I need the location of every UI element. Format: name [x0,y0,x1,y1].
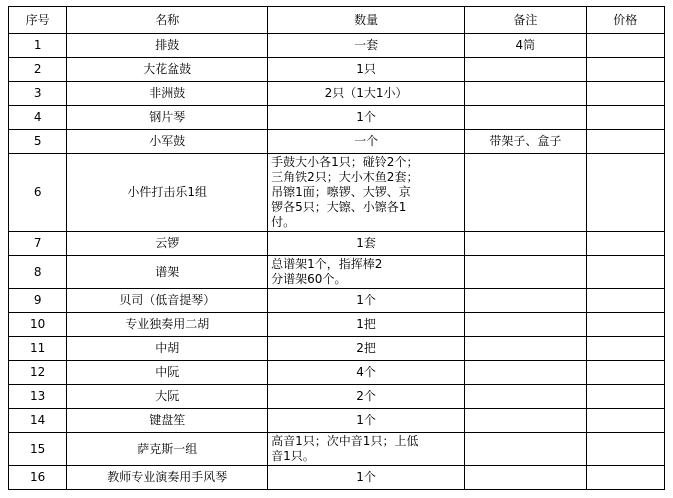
cell-qty: 1个 [268,409,465,433]
cell-qty: 1个 [268,106,465,130]
cell-name: 小军鼓 [67,130,268,154]
table-row [9,385,665,409]
table-row [9,361,665,385]
column-header-no: 序号 [9,7,67,34]
table-row [9,82,665,106]
cell-note [465,466,587,490]
table-row [9,313,665,337]
table-row [9,232,665,256]
cell-name: 小件打击乐1组 [67,154,268,232]
cell-note [465,232,587,256]
cell-qty: 2个 [268,385,465,409]
cell-note [465,58,587,82]
inventory-table [8,6,665,490]
cell-no: 13 [9,385,67,409]
table-row [9,34,665,58]
cell-qty-line: 吊镲1面；嚓锣、大锣、京 [271,185,411,199]
cell-name: 云锣 [67,232,268,256]
cell-name: 非洲鼓 [67,82,268,106]
cell-note [465,409,587,433]
cell-qty-line: 手鼓大小各1只；碰铃2个； [271,155,419,169]
cell-qty: 1只 [268,58,465,82]
cell-no: 2 [9,58,67,82]
cell-price [586,289,664,313]
cell-price [586,130,664,154]
cell-qty: 一个 [268,130,465,154]
cell-price [586,385,664,409]
cell-no: 9 [9,289,67,313]
cell-qty: 一套 [268,34,465,58]
table-header-row [9,7,665,34]
cell-no: 5 [9,130,67,154]
cell-price [586,154,664,232]
cell-name: 排鼓 [67,34,268,58]
cell-note [465,289,587,313]
cell-name: 贝司（低音提琴） [67,289,268,313]
cell-qty: 2把 [268,337,465,361]
cell-no: 10 [9,313,67,337]
cell-name: 中胡 [67,337,268,361]
cell-qty-line: 锣各5只；大镲、小镲各1 [271,200,407,214]
cell-price [586,433,664,466]
cell-no: 16 [9,466,67,490]
cell-note [465,154,587,232]
cell-name: 教师专业演奏用手风琴 [67,466,268,490]
cell-no: 1 [9,34,67,58]
cell-qty: 1个 [268,289,465,313]
cell-price [586,232,664,256]
cell-note: 4筒 [465,34,587,58]
cell-qty-line: 三角铁2只；大小木鱼2套； [271,170,419,184]
column-header-name: 名称 [67,7,268,34]
cell-qty: 1把 [268,313,465,337]
table-row [9,58,665,82]
cell-qty-line: 音1只。 [271,449,315,463]
cell-no: 14 [9,409,67,433]
cell-qty: 1套 [268,232,465,256]
cell-note [465,256,587,289]
table-row [9,466,665,490]
cell-price [586,409,664,433]
cell-name: 萨克斯一组 [67,433,268,466]
cell-note [465,337,587,361]
cell-note [465,385,587,409]
table-row [9,289,665,313]
cell-qty: 2只（1大1小） [268,82,465,106]
cell-note [465,82,587,106]
cell-qty-line: 分谱架60个。 [271,272,347,286]
column-header-price: 价格 [586,7,664,34]
cell-name: 钢片琴 [67,106,268,130]
cell-qty-line: 付。 [271,215,296,229]
cell-price [586,34,664,58]
table-row [9,106,665,130]
table-row [9,409,665,433]
cell-price [586,58,664,82]
cell-name: 专业独奏用二胡 [67,313,268,337]
cell-note [465,313,587,337]
cell-note: 带架子、盒子 [465,130,587,154]
cell-price [586,313,664,337]
cell-name: 键盘笙 [67,409,268,433]
cell-note [465,433,587,466]
cell-qty [268,256,465,289]
cell-name: 中阮 [67,361,268,385]
cell-no: 12 [9,361,67,385]
column-header-qty: 数量 [268,7,465,34]
cell-price [586,361,664,385]
cell-name: 大花盆鼓 [67,58,268,82]
cell-qty [268,154,465,232]
cell-no: 8 [9,256,67,289]
table-row [9,256,665,289]
cell-qty: 4个 [268,361,465,385]
cell-no: 3 [9,82,67,106]
cell-price [586,106,664,130]
cell-no: 4 [9,106,67,130]
table-row [9,433,665,466]
table-row [9,337,665,361]
cell-qty [268,433,465,466]
cell-no: 6 [9,154,67,232]
cell-qty: 1个 [268,466,465,490]
cell-price [586,337,664,361]
cell-qty-line: 高音1只；次中音1只；上低 [271,434,419,448]
cell-no: 11 [9,337,67,361]
cell-price [586,82,664,106]
cell-price [586,466,664,490]
cell-name: 谱架 [67,256,268,289]
cell-note [465,106,587,130]
cell-name: 大阮 [67,385,268,409]
table-row [9,130,665,154]
cell-no: 15 [9,433,67,466]
cell-note [465,361,587,385]
cell-qty-line: 总谱架1个，指挥棒2 [271,257,383,271]
cell-no: 7 [9,232,67,256]
column-header-note: 备注 [465,7,587,34]
cell-price [586,256,664,289]
table-body [9,34,665,490]
table-row [9,154,665,232]
